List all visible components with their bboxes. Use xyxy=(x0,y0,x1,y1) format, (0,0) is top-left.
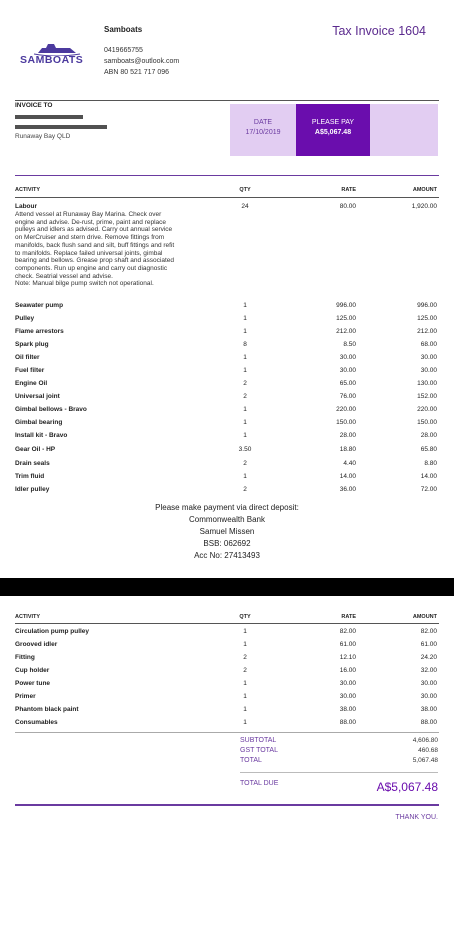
item-activity: Flame arrestors xyxy=(15,328,64,335)
item-activity: Drain seals xyxy=(15,460,50,467)
item-amount: 30.00 xyxy=(420,693,437,700)
item-activity: Grooved idler xyxy=(15,641,58,648)
company-abn: ABN 80 521 717 096 xyxy=(104,69,169,76)
item-activity: Idler pulley xyxy=(15,486,50,493)
payment-account-number: Acc No: 27413493 xyxy=(194,551,260,560)
item-rate: 14.00 xyxy=(339,473,356,480)
item-activity: Gimbal bearing xyxy=(15,419,63,426)
invoice-page-2 xyxy=(0,596,454,940)
item-rate: 16.00 xyxy=(339,667,356,674)
item-qty: 1 xyxy=(243,419,247,426)
description-line: bearing and bellows. Grease prop shaft and associated xyxy=(15,257,174,265)
item-activity: Fitting xyxy=(15,654,35,661)
company-logo xyxy=(20,40,92,68)
item-activity: Seawater pump xyxy=(15,302,64,309)
item-rate: 12.10 xyxy=(339,654,356,661)
item-rate: 82.00 xyxy=(339,628,356,635)
table-row xyxy=(15,628,439,641)
payment-bsb: BSB: 062692 xyxy=(203,539,251,548)
total-value: 5,067.48 xyxy=(412,757,438,764)
item-rate: 36.00 xyxy=(339,486,356,493)
item-qty: 2 xyxy=(243,393,247,400)
item-amount: 212.00 xyxy=(417,328,437,335)
table-row xyxy=(15,302,439,315)
item-qty: 1 xyxy=(243,693,247,700)
table-row xyxy=(15,486,439,499)
item-amount: 1,920.00 xyxy=(411,203,437,210)
description-line: on MerCruiser and stern drive. Remove fittings from xyxy=(15,234,165,242)
table-row xyxy=(15,341,439,354)
table-row xyxy=(15,432,439,445)
item-amount: 220.00 xyxy=(417,406,437,413)
item-qty: 1 xyxy=(243,473,247,480)
item-qty: 1 xyxy=(243,432,247,439)
item-qty: 8 xyxy=(243,341,247,348)
item-rate: 30.00 xyxy=(339,367,356,374)
payment-account-name: Samuel Missen xyxy=(199,527,255,536)
item-amount: 996.00 xyxy=(417,302,437,309)
item-amount: 152.00 xyxy=(417,393,437,400)
col-qty: QTY xyxy=(239,614,251,620)
description-line: engine and advise. De-rust, prime, paint and replace xyxy=(15,218,167,226)
item-qty: 1 xyxy=(243,354,247,361)
item-rate: 4.40 xyxy=(343,460,356,467)
description-line: Attend vessel at Runaway Bay Marina. Check over xyxy=(15,211,162,218)
invoice-date: 17/10/2019 xyxy=(245,129,281,136)
thank-you-text: THANK YOU. xyxy=(395,814,438,821)
table-row xyxy=(15,706,439,719)
item-qty: 1 xyxy=(243,680,247,687)
item-amount: 61.00 xyxy=(420,641,437,648)
item-qty: 1 xyxy=(243,302,247,309)
table-row xyxy=(15,367,439,380)
item-amount: 88.00 xyxy=(420,719,437,726)
table-row xyxy=(15,315,439,328)
item-amount: 8.80 xyxy=(424,460,437,467)
item-activity: Gimbal bellows - Bravo xyxy=(15,406,87,413)
description-line: pulleys and idlers as advised. Carry out annual service xyxy=(15,226,173,234)
item-activity: Consumables xyxy=(15,719,58,726)
table-row xyxy=(15,380,439,393)
table-row xyxy=(15,328,439,341)
item-qty: 1 xyxy=(243,367,247,374)
item-activity: Spark plug xyxy=(15,341,49,348)
description-line: components. Run up engine and carry out diagnostic xyxy=(15,264,168,272)
item-activity: Pulley xyxy=(15,315,35,322)
item-rate: 212.00 xyxy=(336,328,356,335)
company-email: samboats@outlook.com xyxy=(104,58,180,65)
item-rate: 61.00 xyxy=(339,641,356,648)
table-row xyxy=(15,719,439,732)
item-amount: 150.00 xyxy=(417,419,437,426)
company-name: Samboats xyxy=(104,25,143,34)
total-due-rule xyxy=(15,804,439,806)
table-header-rule xyxy=(15,623,439,624)
item-amount: 125.00 xyxy=(417,315,437,322)
please-pay-label: PLEASE PAY xyxy=(311,119,355,126)
item-activity: Engine Oil xyxy=(15,380,48,387)
item-amount: 24.20 xyxy=(420,654,437,661)
item-amount: 130.00 xyxy=(417,380,437,387)
item-activity: Labour xyxy=(15,203,38,210)
item-rate: 30.00 xyxy=(339,693,356,700)
item-qty: 1 xyxy=(243,706,247,713)
item-qty: 1 xyxy=(243,719,247,726)
item-activity: Phantom black paint xyxy=(15,706,79,713)
please-pay-box xyxy=(296,104,370,156)
bill-to-label: INVOICE TO xyxy=(15,102,53,109)
item-qty: 1 xyxy=(243,641,247,648)
col-activity: ACTIVITY xyxy=(15,187,41,193)
item-amount: 30.00 xyxy=(420,367,437,374)
item-amount: 68.00 xyxy=(420,341,437,348)
date-box xyxy=(230,104,296,156)
col-rate: RATE xyxy=(341,187,356,193)
totals-rule xyxy=(240,772,438,773)
date-label: DATE xyxy=(253,119,273,126)
item-qty: 1 xyxy=(243,328,247,335)
item-amount: 72.00 xyxy=(420,486,437,493)
item-activity: Circulation pump pulley xyxy=(15,628,90,635)
bill-to-line3: Runaway Bay QLD xyxy=(15,133,71,140)
item-rate: 38.00 xyxy=(339,706,356,713)
item-activity: Install kit - Bravo xyxy=(15,432,68,439)
table-row xyxy=(15,654,439,667)
table-row xyxy=(15,473,439,486)
table-row xyxy=(15,693,439,706)
table-row xyxy=(15,680,439,693)
table-header xyxy=(15,187,439,197)
item-amount: 30.00 xyxy=(420,354,437,361)
item-amount: 14.00 xyxy=(420,473,437,480)
labour-description xyxy=(15,211,200,288)
table-row xyxy=(15,354,439,367)
item-amount: 30.00 xyxy=(420,680,437,687)
col-amount: AMOUNT xyxy=(412,614,437,620)
table-header-rule xyxy=(15,197,439,198)
table-row xyxy=(15,460,439,473)
item-rate: 150.00 xyxy=(336,419,356,426)
item-qty: 3.50 xyxy=(238,446,252,453)
items-end-rule xyxy=(15,732,439,733)
logo-text: SAMBOATS xyxy=(20,54,84,66)
description-line: check. Seatrial vessel and advise. xyxy=(15,272,113,280)
col-amount: AMOUNT xyxy=(412,187,437,193)
item-activity: Oil filter xyxy=(15,354,40,361)
invoice-meta-panel xyxy=(230,104,438,156)
item-rate: 220.00 xyxy=(336,406,356,413)
total-label: TOTAL xyxy=(240,757,262,764)
table-row xyxy=(15,393,439,406)
item-qty: 2 xyxy=(243,654,247,661)
table-row xyxy=(15,667,439,680)
item-amount: 32.00 xyxy=(420,667,437,674)
item-qty: 1 xyxy=(243,628,247,635)
item-rate: 18.80 xyxy=(339,446,356,453)
gst-label: GST TOTAL xyxy=(240,747,278,754)
subtotal-value: 4,606.80 xyxy=(412,737,438,744)
please-pay-amount: A$5,067.48 xyxy=(314,129,352,136)
col-activity: ACTIVITY xyxy=(15,614,41,620)
payment-line: Please make payment via direct deposit: xyxy=(155,503,299,512)
col-qty: QTY xyxy=(239,187,251,193)
subtotal-label: SUBTOTAL xyxy=(240,737,277,744)
company-phone: 0419665755 xyxy=(104,47,143,54)
item-qty: 24 xyxy=(241,203,249,210)
item-amount: 28.00 xyxy=(420,432,437,439)
item-activity: Fuel filter xyxy=(15,367,45,374)
item-qty: 2 xyxy=(243,460,247,467)
item-rate: 30.00 xyxy=(339,680,356,687)
gst-value: 460.68 xyxy=(418,747,438,754)
item-qty: 2 xyxy=(243,667,247,674)
item-rate: 65.00 xyxy=(339,380,356,387)
item-amount: 38.00 xyxy=(420,706,437,713)
item-qty: 1 xyxy=(243,315,247,322)
item-rate: 80.00 xyxy=(339,203,356,210)
item-rate: 996.00 xyxy=(336,302,356,309)
col-rate: RATE xyxy=(341,614,356,620)
item-rate: 88.00 xyxy=(339,719,356,726)
item-rate: 30.00 xyxy=(339,354,356,361)
item-amount: 82.00 xyxy=(420,628,437,635)
table-row xyxy=(15,419,439,432)
item-qty: 2 xyxy=(243,486,247,493)
description-line: to manifolds. Replace failed universal joints, gimbal xyxy=(15,249,163,257)
payment-bank: Commonwealth Bank xyxy=(188,515,266,524)
payment-instructions xyxy=(0,502,454,562)
description-line: Note: Manual bilge pump switch not operational. xyxy=(15,280,154,288)
redacted-name xyxy=(15,115,83,119)
total-due-label: TOTAL DUE xyxy=(240,780,279,787)
redacted-address xyxy=(15,125,107,129)
item-activity: Trim fluid xyxy=(15,473,45,480)
table-row xyxy=(15,446,439,459)
description-line: manifolds, back flush sand and silt, buff fittings and refit xyxy=(15,241,175,249)
invoice-title: Tax Invoice 1604 xyxy=(332,24,426,38)
item-activity: Universal joint xyxy=(15,393,60,400)
company-contact xyxy=(104,45,179,78)
table-top-rule xyxy=(15,175,439,176)
table-row xyxy=(15,406,439,419)
table-row xyxy=(15,641,439,654)
item-amount: 65.80 xyxy=(420,446,437,453)
header-divider xyxy=(15,100,439,101)
item-activity: Gear Oil - HP xyxy=(15,446,56,453)
item-qty: 1 xyxy=(243,406,247,413)
item-activity: Cup holder xyxy=(15,667,50,674)
item-qty: 2 xyxy=(243,380,247,387)
item-rate: 28.00 xyxy=(339,432,356,439)
item-activity: Power tune xyxy=(15,680,51,687)
item-rate: 76.00 xyxy=(339,393,356,400)
total-due-value: A$5,067.48 xyxy=(376,780,438,794)
item-activity: Primer xyxy=(15,693,36,700)
item-rate: 125.00 xyxy=(336,315,356,322)
item-rate: 8.50 xyxy=(343,341,356,348)
